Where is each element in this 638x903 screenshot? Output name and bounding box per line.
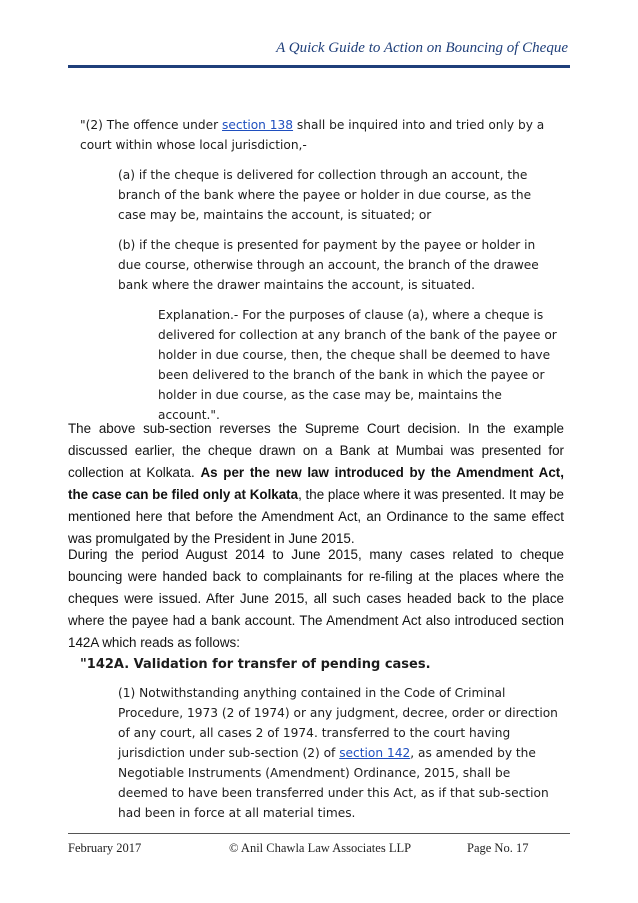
body-paragraph-1 xyxy=(68,418,564,550)
footer-copyright: © Anil Chawla Law Associates LLP xyxy=(229,841,412,855)
body-paragraph-2 xyxy=(68,544,564,654)
quote-intro xyxy=(80,115,562,155)
section-142a-heading: "142A. Validation for transfer of pending cases. xyxy=(80,657,431,672)
footer-rule xyxy=(68,833,570,834)
statute-quote-138 xyxy=(80,115,562,425)
header-title: A Quick Guide to Action on Bouncing of Cheque xyxy=(276,40,568,56)
section-142a-text-b: , as amended by the Negotiable Instruments (Amendment) Ordinance, 2015, shall be deemed to have been transferred under this Act, as if that sub-section had been in force at all material times. xyxy=(118,746,549,820)
para1-text-b: , the place where it was presented. It may be mentioned here that before the Amendment Act, an Ordinance to the same effect was promulgated by the President in June 2015. xyxy=(68,487,564,546)
statute-quote-142a xyxy=(80,655,562,823)
para1-bold: As per the new law introduced by the Amendment Act, the case can be filed only at Kolkata xyxy=(68,465,564,502)
footer-page-number: Page No. 17 xyxy=(467,841,529,855)
clause-a: (a) if the cheque is delivered for collection through an account, the branch of the bank where the payee or holder in due course, as the case may be, maintains the account, is situated; or xyxy=(118,168,532,222)
para2-text: During the period August 2014 to June 2015, many cases related to cheque bouncing were handed back to complainants for re-filing at the places where the cheques were issued. After June 2015, all such cases headed back to the place where the payee had a bank account. The Amendment Act also introduced section 142A which reads as follows: xyxy=(68,547,564,650)
footer-date: February 2017 xyxy=(68,841,142,855)
header-rule xyxy=(68,65,570,68)
clause-b: (b) if the cheque is presented for payment by the payee or holder in due course, otherwise through an account, the branch of the drawee bank where the drawer maintains the account, is situated. xyxy=(118,238,539,292)
para1-text-a: The above sub-section reverses the Supreme Court decision. In the example discussed earlier, the cheque drawn on a Bank at Mumbai was presented for collection at Kolkata. xyxy=(68,421,564,480)
section-142-link[interactable]: section 142 xyxy=(339,746,411,760)
quote-intro-text-b: shall be inquired into and tried only by a court within whose local jurisdiction,- xyxy=(80,118,545,152)
quote-intro-text-a: "(2) The offence under xyxy=(80,118,223,132)
section-138-link[interactable]: section 138 xyxy=(222,118,294,132)
section-142a-text-a: (1) Notwithstanding anything contained in the Code of Criminal Procedure, 1973 (2 of 1974) or any judgment, decree, order or direction of any court, all cases 2 of 1974. transferred to the court having jurisdiction under sub-section (2) of xyxy=(118,686,558,760)
explanation: Explanation.- For the purposes of clause (a), where a cheque is delivered for collection at any branch of the bank of the payee or holder in due course, then, the cheque shall be deemed to have been delivered to the branch of the bank in which the payee or holder in due course, as the case may be, maintains the account.". xyxy=(158,308,557,422)
section-142a-text xyxy=(118,683,562,823)
